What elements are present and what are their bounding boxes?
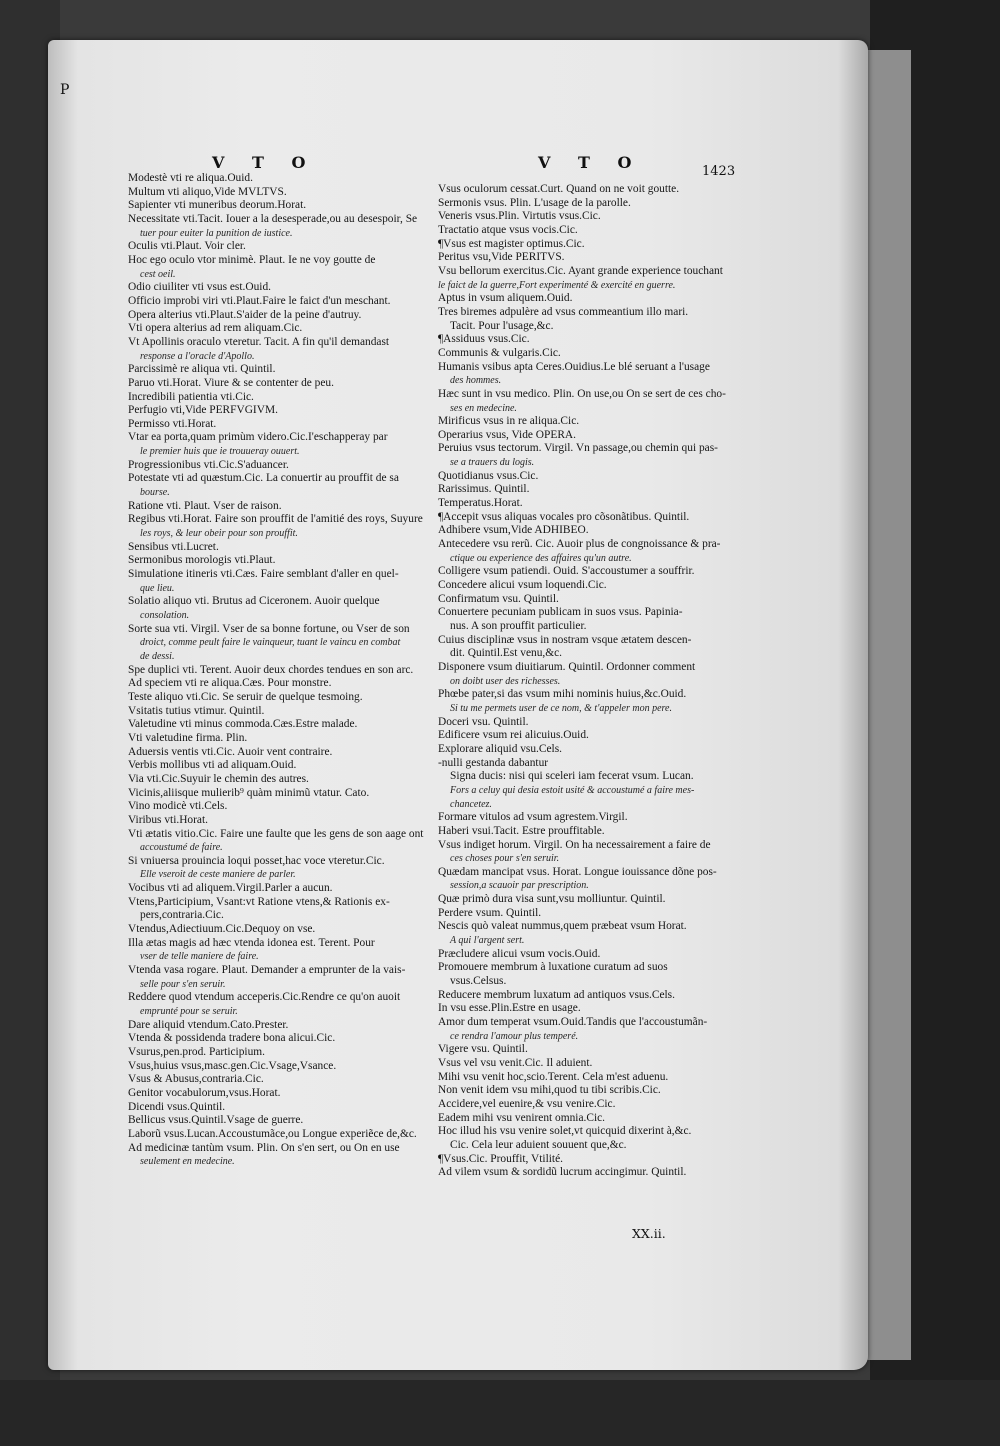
dictionary-line: Operarius vsus, Vide OPERA. [438,428,576,441]
dictionary-line: Peritus vsu,Vide PERITVS. [438,251,565,264]
dictionary-line: on doibt user des richesses. [450,675,561,687]
dictionary-line: Hæc sunt in vsu medico. Plin. On use,ou On se sert de ces cho- [438,387,726,400]
dictionary-line: nus. A son prouffit particulier. [450,620,587,632]
dictionary-line: Quædam mancipat vsus. Horat. Longue iouissance dõne pos- [438,865,717,878]
dictionary-line: Tres biremes adpulère ad vsus commeantium illo mari. [438,305,689,318]
dictionary-line: Sorte sua vti. Virgil. Vser de sa bonne fortune, ou Vser de son [128,622,410,635]
signature-mark: XX.ii. [632,1226,666,1241]
background-bottom [0,1380,1000,1446]
dictionary-line: Sapienter vti muneribus deorum.Horat. [128,199,307,212]
dictionary-line: Oculis vti.Plaut. Voir cler. [128,240,246,253]
left-running-header: V T O [212,153,317,172]
dictionary-line: Formare vitulos ad vsum agrestem.Virgil. [438,811,628,824]
dictionary-line: emprunté pour se seruir. [140,1006,238,1018]
dictionary-line: ¶Vsus.Cic. Prouffit, Vtilité. [438,1152,563,1165]
dictionary-line: Odio ciuiliter vti vsus est.Ouid. [128,281,272,294]
dictionary-line: pers,contraria.Cic. [140,909,224,922]
dictionary-line: Fors a celuy qui desia estoit usité & accoustumé a faire mes- [450,784,695,796]
dictionary-line: des hommes. [450,375,502,387]
dictionary-line: Humanis vsibus apta Ceres.Ouidius.Le blé seruant a l'usage [438,360,710,373]
left-column [128,172,428,1169]
dictionary-line: Laborũ vsus.Lucan.Accoustumãce,ou Longue experiẽce de,&c. [128,1127,417,1140]
dictionary-line: A qui l'argent sert. [450,935,525,947]
dictionary-line: les roys, & leur obeir pour son prouffit. [140,528,298,540]
dictionary-line: In vsu esse.Plin.Estre en usage. [438,1002,581,1015]
dictionary-line: Vigere vsu. Quintil. [438,1043,528,1056]
dictionary-line: Ad speciem vti re aliqua.Cæs. Pour monstre. [128,677,332,690]
dictionary-line: Opera alterius vti.Plaut.S'aider de la peine d'autruy. [128,308,362,321]
dictionary-line: Officio improbi viri vti.Plaut.Faire le faict d'un meschant. [128,294,391,307]
dictionary-line: Quotidianus vsus.Cic. [438,469,539,482]
dictionary-line: Reducere membrum luxatum ad antiquos vsus.Cels. [438,988,675,1001]
dictionary-line: Tractatio atque vsus vocis.Cic. [438,223,578,236]
dictionary-line: le faict de la guerre,Fort experimenté & exercité en guerre. [438,279,676,291]
dictionary-line: Promouere membrum à luxatione curatum ad suos [438,961,668,974]
dictionary-line: Vsitatis tutius vtimur. Quintil. [128,704,265,717]
dictionary-line: ¶Assiduus vsus.Cic. [438,333,530,346]
dictionary-line: Rarissimus. Quintil. [438,483,530,496]
dictionary-line: Vsus,huius vsus,masc.gen.Cic.Vsage,Vsance. [128,1059,337,1072]
dictionary-line: Vsurus,pen.prod. Participium. [128,1046,265,1058]
dictionary-line: Si tu me permets user de ce nom, & t'appeler mon pere. [450,702,672,714]
dictionary-line: Regibus vti.Horat. Faire son prouffit de l'amitié des roys, Suyure [128,513,423,526]
dictionary-line: Sermonibus morologis vti.Plaut. [128,554,276,567]
dictionary-line: Hoc illud his vsu venire solet,vt quicquid dixerint à,&c. [438,1125,692,1138]
dictionary-line: Bellicus vsus.Quintil.Vsage de guerre. [128,1114,304,1127]
folio-number: 1423 [702,164,736,179]
margin-mark: P [60,82,70,98]
dictionary-line: Disponere vsum diuitiarum. Quintil. Ordonner comment [438,660,696,673]
dictionary-line: Quæ primò dura visa sunt,vsu molliuntur. Quintil. [438,893,666,906]
dictionary-line: que lieu. [140,582,175,594]
dictionary-line: Phœbe pater,si das vsum mihi nominis huius,&c.Ouid. [438,688,687,701]
dictionary-line: Progressionibus vti.Cic.S'aduancer. [128,458,289,471]
dictionary-line: Ratione vti. Plaut. Vser de raison. [128,499,282,512]
dictionary-line: Vtens,Participium, Vsant:vt Ratione vtens,& Rationis ex- [128,895,390,908]
dictionary-line: Cuius disciplinæ vsus in nostram vsque ætatem descen- [438,633,692,646]
dictionary-line: Necessitate vti.Tacit. Iouer a la desesperade,ou au desespoir, Se [128,212,418,225]
dictionary-line: Edificere vsum rei alicuius.Ouid. [438,729,589,742]
dictionary-line: vsus.Celsus. [450,975,507,988]
dictionary-line: ctique ou experience des affaires qu'un autre. [450,552,632,564]
dictionary-line: Illa ætas magis ad hæc vtenda idonea est. Terent. Pour [128,936,375,949]
dictionary-line: Vtar ea porta,quam primùm videro.Cic.I'eschapperay par [128,431,388,444]
dictionary-line: Vsus oculorum cessat.Curt. Quand on ne voit goutte. [438,183,680,195]
dictionary-line: ¶Vsus est magister optimus.Cic. [438,237,585,250]
dictionary-line: Vsus & Abusus,contraria.Cic. [128,1073,264,1086]
dictionary-line: Temperatus.Horat. [438,497,523,510]
dictionary-line: de dessi. [140,650,175,662]
dictionary-line: cest oeil. [140,268,176,280]
dictionary-line: Vsu bellorum exercitus.Cic. Ayant grande experience touchant [438,264,723,277]
dictionary-line: Multum vti aliquo,Vide MVLTVS. [128,185,287,198]
dictionary-line: Perfugio vti,Vide PERFVGIVM. [128,404,278,417]
dictionary-line: Confirmatum vsu. Quintil. [438,592,559,605]
dictionary-line: Vt Apollinis oraculo vteretur. Tacit. A fin qu'il demandast [128,335,390,348]
dictionary-line: Aduersis ventis vti.Cic. Auoir vent contraire. [128,745,333,758]
dictionary-line: Vocibus vti ad aliquem.Virgil.Parler a aucun. [128,882,333,895]
dictionary-line: Vtendus,Adiectiuum.Cic.Dequoy on vse. [128,923,316,936]
dictionary-line: bourse. [140,487,170,499]
dictionary-line: Sensibus vti.Lucret. [128,540,219,553]
dictionary-line: Verbis mollibus vti ad aliquam.Ouid. [128,759,297,772]
dictionary-line: Sermonis vsus. Plin. L'usage de la parolle. [438,196,631,209]
dictionary-line: Amor dum temperat vsum.Ouid.Tandis que l'accoustumãn- [438,1016,708,1029]
dictionary-line: Elle vseroit de ceste maniere de parler. [140,869,296,881]
dictionary-line: seulement en medecine. [140,1156,235,1168]
dictionary-line: ¶Accepit vsus aliquas vocales pro cõsonãtibus. Quintil. [438,510,690,523]
dictionary-line: Ad medicinæ tantùm vsum. Plin. On s'en sert, ou On en use [128,1141,400,1154]
dictionary-line: Hoc ego oculo vtor minimè. Plaut. Ie ne voy goutte de [128,253,376,266]
dictionary-line: Signa ducis: nisi qui sceleri iam fecerat vsum. Lucan. [450,770,694,783]
dictionary-line: Paruo vti.Horat. Viure & se contenter de peu. [128,376,334,389]
dictionary-line: Modestè vti re aliqua.Ouid. [128,172,253,184]
dictionary-line: Viribus vti.Horat. [128,813,208,826]
dictionary-line: selle pour s'en seruir. [140,978,226,990]
dictionary-line: vser de telle maniere de faire. [140,951,259,963]
dictionary-line: Potestate vti ad quæstum.Cic. La conuertir au prouffit de sa [128,472,399,485]
dictionary-line: Via vti.Cic.Suyuir le chemin des autres. [128,772,309,785]
dictionary-line: Aptus in vsum aliquem.Ouid. [438,292,573,305]
right-running-header: V T O [538,153,643,172]
dictionary-line: Antecedere vsu rerũ. Cic. Auoir plus de congnoissance & pra- [438,538,721,551]
dictionary-line: Permisso vti.Horat. [128,417,217,430]
dictionary-line: response a l'oracle d'Apollo. [140,350,255,362]
dictionary-line: Nescis quò valeat nummus,quem præbeat vsum Horat. [438,920,687,933]
dictionary-line: Tacit. Pour l'usage,&c. [450,319,554,332]
dictionary-line: Parcissimè re aliqua vti. Quintil. [128,363,276,376]
dictionary-line: -nulli gestanda dabantur [438,756,549,769]
dictionary-line: Non venit idem vsu mihi,quod tu tibi scribis.Cic. [438,1084,661,1097]
dictionary-line: accoustumé de faire. [140,842,223,854]
dictionary-line: Valetudine vti minus commoda.Cæs.Estre malade. [128,718,358,731]
dictionary-line: Adhibere vsum,Vide ADHIBEO. [438,524,589,537]
dictionary-line: Eadem mihi vsu venirent omnia.Cic. [438,1111,606,1124]
dictionary-line: Dicendi vsus.Quintil. [128,1100,226,1113]
dictionary-line: ce rendra l'amour plus temperé. [450,1030,579,1042]
dictionary-line: Ad vilem vsum & sordidũ lucrum accingimur. Quintil. [438,1166,687,1179]
dictionary-line: ces choses pour s'en seruir. [450,853,560,865]
dictionary-line: Vti ætatis vitio.Cic. Faire une faulte que les gens de son aage ont [128,827,424,840]
dictionary-line: Teste aliquo vti.Cic. Se seruir de quelque tesmoing. [128,690,363,703]
dictionary-line: Simulatione itineris vti.Cæs. Faire semblant d'aller en quel- [128,568,399,581]
dictionary-line: Spe duplici vti. Terent. Auoir deux chordes tendues en son arc. [128,663,414,676]
dictionary-line: Genitor vocabulorum,vsus.Horat. [128,1086,281,1099]
dictionary-line: session,a scauoir par prescription. [450,880,589,892]
dictionary-line: Mirificus vsus in re aliqua.Cic. [438,415,580,428]
dictionary-line: Concedere alicui vsum loquendi.Cic. [438,579,607,592]
dictionary-line: Vti valetudine firma. Plin. [128,731,248,744]
dictionary-line: Dare aliquid vtendum.Cato.Prester. [128,1018,289,1031]
dictionary-line: tuer pour euiter la punition de iustice. [140,227,293,239]
dictionary-line: Vti opera alterius ad rem aliquam.Cic. [128,322,303,335]
dictionary-line: consolation. [140,610,190,621]
dictionary-line: Incredibili patientia vti.Cic. [128,390,254,403]
dictionary-line: Peruius vsus tectorum. Virgil. Vn passage,ou chemin qui pas- [438,442,718,455]
dictionary-line: droict, comme peult faire le vainqueur, tuant le vaincu en combat [140,637,401,649]
dictionary-line: Accidere,vel euenire,& vsu venire.Cic. [438,1097,616,1110]
dictionary-line: Doceri vsu. Quintil. [438,715,529,728]
dictionary-line: Vsus vel vsu venit.Cic. Il aduient. [438,1057,593,1069]
dictionary-line: Præcludere alicui vsum vocis.Ouid. [438,947,601,960]
dictionary-line: Si vniuersa prouincia loqui posset,hac voce vteretur.Cic. [128,854,385,867]
dictionary-line: Vino modicè vti.Cels. [128,800,228,813]
dictionary-line: Vsus indiget horum. Virgil. On ha necessairement a faire de [438,838,711,851]
dictionary-line: Perdere vsum. Quintil. [438,906,542,919]
dictionary-line: Veneris vsus.Plin. Virtutis vsus.Cic. [438,210,601,223]
dictionary-line: Vtenda & possidenda tradere bona alicui.Cic. [128,1032,336,1045]
dictionary-line: Conuertere pecuniam publicam in suos vsus. Papinia- [438,606,683,619]
dictionary-line: Reddere quod vtendum acceperis.Cic.Rendre ce qu'on auoit [128,991,401,1004]
right-column [438,183,738,1180]
dictionary-line: dit. Quintil.Est venu,&c. [450,647,562,660]
dictionary-line: Explorare aliquid vsu.Cels. [438,742,563,755]
dictionary-line: chancetez. [450,798,492,810]
dictionary-line: Vicinis,aliisque mulierib⁹ quàm minimũ vtatur. Cato. [128,786,370,799]
dictionary-line: Haberi vsui.Tacit. Estre prouffitable. [438,824,605,837]
dictionary-line: Vtenda vasa rogare. Plaut. Demander a emprunter de la vais- [128,964,406,977]
dictionary-line: Mihi vsu venit hoc,scio.Terent. Cela m'est aduenu. [438,1070,669,1083]
dictionary-line: ses en medecine. [450,402,517,414]
dictionary-line: Colligere vsum patiendi. Ouid. S'accoustumer a souffrir. [438,565,695,578]
dictionary-line: le premier huis que ie trouueray ouuert. [140,446,300,458]
dictionary-line: se a trauers du logis. [450,457,535,469]
dictionary-line: Solatio aliquo vti. Brutus ad Ciceronem. Auoir quelque [128,595,380,608]
dictionary-line: Communis & vulgaris.Cic. [438,346,561,359]
dictionary-line: Cic. Cela leur aduient souuent que,&c. [450,1138,627,1151]
